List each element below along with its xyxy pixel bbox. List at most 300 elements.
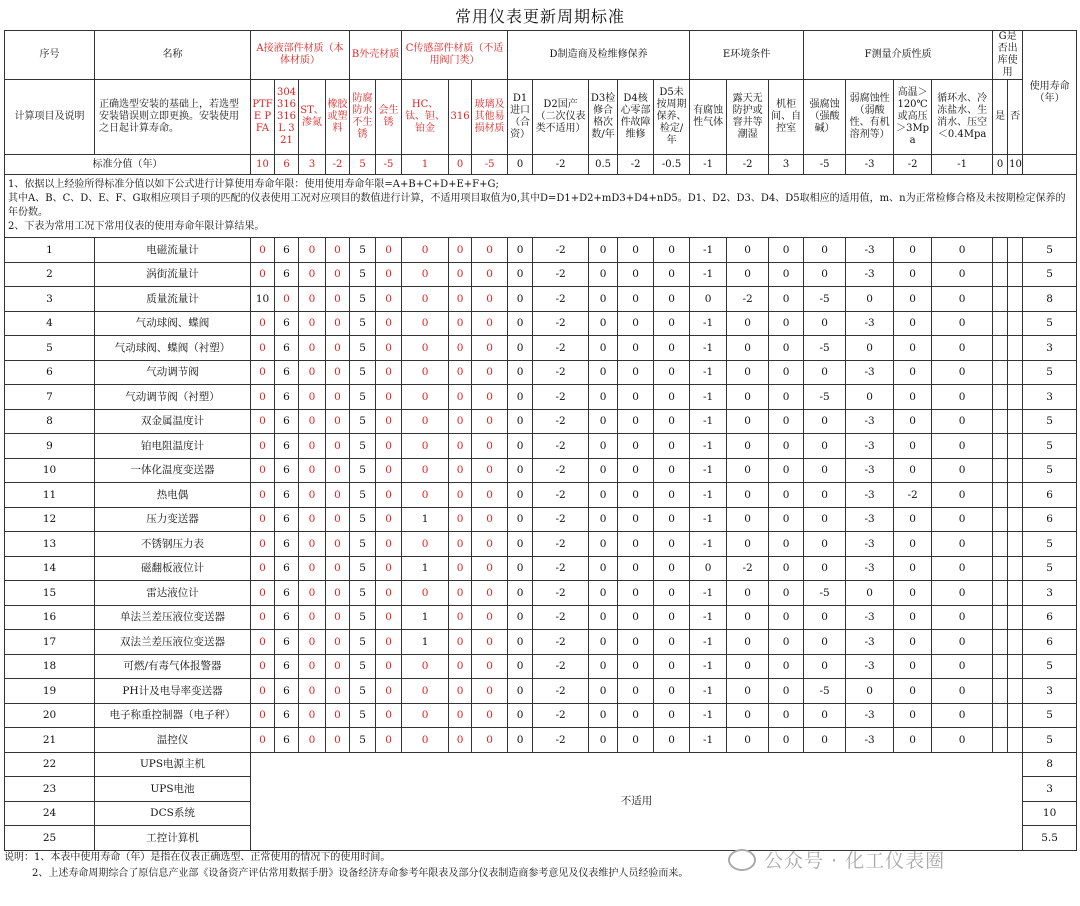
row-value: 0 (618, 605, 654, 630)
row-value: -3 (846, 630, 894, 655)
wechat-icon (728, 849, 756, 871)
row-value: 6 (275, 630, 299, 655)
subheader-f-4: 循环水、冷冻盐水、生消水、压空＜0.4Mpa (932, 80, 993, 155)
row-value: 0 (894, 605, 932, 630)
row-value: 0 (804, 434, 846, 459)
standard-value: 10 (251, 155, 275, 175)
watermark-text: 公众号 · 化工仪表圈 (764, 850, 946, 872)
subheader-f-3: 高温＞120℃或高压＞3Mpa (894, 80, 932, 155)
row-value: 0 (508, 679, 533, 704)
row-g-no (1008, 654, 1023, 679)
row-g-yes (993, 679, 1008, 704)
row-g-yes (993, 360, 1008, 385)
row-value: 0 (589, 287, 618, 312)
row-seq: 18 (5, 654, 95, 679)
row-name: 不锈钢压力表 (95, 532, 251, 557)
row-g-yes (993, 532, 1008, 557)
row-value: 0 (449, 507, 472, 532)
row-value: 0 (894, 703, 932, 728)
row-g-yes (993, 458, 1008, 483)
row-value: 0 (326, 581, 350, 606)
row-value: 0 (376, 360, 402, 385)
row-value: -1 (690, 581, 727, 606)
row-value: 0 (932, 238, 993, 263)
row-value: 0 (449, 483, 472, 508)
row-seq: 5 (5, 336, 95, 361)
row-value: 0 (618, 360, 654, 385)
row-value: -2 (533, 385, 589, 410)
row-value: 0 (618, 458, 654, 483)
row-value: 6 (275, 458, 299, 483)
table-row (5, 703, 1077, 728)
row-value: 0 (589, 262, 618, 287)
row-value: 0 (804, 458, 846, 483)
row-value: 0 (376, 581, 402, 606)
table-row (5, 605, 1077, 630)
row-value: 0 (472, 385, 508, 410)
row-g-no (1008, 311, 1023, 336)
row-value: 0 (727, 654, 769, 679)
row-value: 5 (350, 728, 376, 753)
row-value: 0 (654, 434, 690, 459)
table-row (5, 458, 1077, 483)
row-life: 5 (1023, 238, 1077, 263)
row-name: 雷达液位计 (95, 581, 251, 606)
row-value: 0 (727, 311, 769, 336)
footer-notes (4, 850, 688, 882)
note-line-2: 其中A、B、C、D、E、F、G取相应项目子项的匹配的仪表使用工况对应项目的数值进行计算，不适用项目取值为0,其中D=D1+D2+mD3+D4+nD5。D1、D2、D3、D4、D5取相应的适用值，m、n为正常检修合格及未按期检定保养的年份数。 (8, 193, 1066, 218)
standard-value: -3 (846, 155, 894, 175)
row-value: -2 (533, 507, 589, 532)
row-g-no (1008, 605, 1023, 630)
row-g-yes (993, 581, 1008, 606)
note-line-3: 2、下表为常用工况下常用仪表的使用寿命年限计算结果。 (8, 221, 265, 232)
row-value: 0 (326, 679, 350, 704)
row-value: 0 (618, 532, 654, 557)
row-name: 一体化温度变送器 (95, 458, 251, 483)
row-value: 0 (326, 434, 350, 459)
row-value: 0 (251, 385, 275, 410)
row-value: -3 (846, 556, 894, 581)
row-value: 0 (618, 556, 654, 581)
row-value: -2 (533, 581, 589, 606)
row-value: 0 (618, 262, 654, 287)
row-value: 0 (618, 238, 654, 263)
row-name: 可燃/有毒气体报警器 (95, 654, 251, 679)
row-value: 0 (589, 556, 618, 581)
row-value: -1 (690, 238, 727, 263)
row-seq: 13 (5, 532, 95, 557)
row-value: 0 (376, 409, 402, 434)
row-value: -5 (804, 336, 846, 361)
row-value: 0 (251, 630, 275, 655)
row-value: 0 (299, 360, 326, 385)
row-value: 0 (449, 581, 472, 606)
row-value: 0 (804, 728, 846, 753)
row-value: 0 (376, 532, 402, 557)
row-value: 5 (350, 360, 376, 385)
row-value: 5 (350, 287, 376, 312)
row-value: 6 (275, 703, 299, 728)
row-g-no (1008, 409, 1023, 434)
row-value: 0 (508, 581, 533, 606)
row-value: -3 (846, 507, 894, 532)
standard-table (4, 30, 1077, 851)
row-value: 0 (727, 336, 769, 361)
row-value: 0 (894, 409, 932, 434)
row-value: 0 (402, 654, 449, 679)
row-name: 单法兰差压液位变送器 (95, 605, 251, 630)
row-value: -3 (846, 409, 894, 434)
row-value: 0 (894, 630, 932, 655)
row-value: 0 (932, 507, 993, 532)
row-value: 0 (472, 458, 508, 483)
row-value: 0 (402, 336, 449, 361)
subheader-f-1: 强腐蚀（强酸碱） (804, 80, 846, 155)
not-applicable-cell: 不适用 (251, 752, 1023, 850)
row-value: 0 (727, 409, 769, 434)
row-value: 0 (654, 556, 690, 581)
row-value: 0 (846, 581, 894, 606)
row-value: 0 (804, 483, 846, 508)
subheader-a-3: ST、渗氮 (299, 80, 326, 155)
header-name: 名称 (95, 31, 251, 80)
row-seq: 12 (5, 507, 95, 532)
row-value: 0 (846, 336, 894, 361)
row-value: 0 (804, 238, 846, 263)
header-f: F测量介质性质 (804, 31, 993, 80)
row-value: 0 (846, 679, 894, 704)
row-g-no (1008, 532, 1023, 557)
row-value: 0 (727, 458, 769, 483)
row-value: 0 (251, 581, 275, 606)
row-value: 0 (402, 360, 449, 385)
row-value: 5 (350, 581, 376, 606)
row-value: 0 (402, 532, 449, 557)
table-row (5, 360, 1077, 385)
row-value: 0 (618, 483, 654, 508)
row-value: 10 (251, 287, 275, 312)
row-value: 6 (275, 238, 299, 263)
row-value: -2 (727, 556, 769, 581)
row-value: -2 (533, 336, 589, 361)
row-value: 0 (769, 507, 804, 532)
row-value: 0 (654, 630, 690, 655)
row-value: 5 (350, 262, 376, 287)
row-value: 0 (299, 581, 326, 606)
row-g-yes (993, 728, 1008, 753)
row-value: 0 (472, 311, 508, 336)
row-value: 0 (472, 483, 508, 508)
row-life: 5 (1023, 360, 1077, 385)
row-value: -2 (533, 654, 589, 679)
subheader-c-3: 玻璃及其他易损材质 (472, 80, 508, 155)
row-value: 0 (894, 654, 932, 679)
row-value: 0 (326, 605, 350, 630)
row-value: 0 (804, 556, 846, 581)
row-value: 0 (299, 458, 326, 483)
row-value: 5 (350, 630, 376, 655)
row-life: 5 (1023, 654, 1077, 679)
row-value: 0 (894, 311, 932, 336)
row-value: 0 (508, 630, 533, 655)
row-value: 0 (727, 434, 769, 459)
row-value: 0 (376, 507, 402, 532)
row-name: 热电偶 (95, 483, 251, 508)
row-value: -3 (846, 458, 894, 483)
row-life: 5 (1023, 409, 1077, 434)
row-life: 3 (1023, 385, 1077, 410)
row-value: 6 (275, 336, 299, 361)
row-value: 0 (449, 385, 472, 410)
row-seq: 15 (5, 581, 95, 606)
row-seq: 7 (5, 385, 95, 410)
row-value: 0 (402, 385, 449, 410)
standard-value: -2 (894, 155, 932, 175)
row-value: 6 (275, 483, 299, 508)
subheader-a-2: 304 316 316L 321 (275, 80, 299, 155)
row-value: -3 (846, 434, 894, 459)
row-value: -3 (846, 728, 894, 753)
row-value: 0 (299, 556, 326, 581)
row-name: 电子称重控制器（电子秤） (95, 703, 251, 728)
row-value: -1 (690, 434, 727, 459)
row-value: 0 (618, 409, 654, 434)
row-life: 5 (1023, 728, 1077, 753)
row-life: 8 (1023, 287, 1077, 312)
row-value: 0 (589, 238, 618, 263)
row-life: 6 (1023, 605, 1077, 630)
row-value: 0 (727, 679, 769, 704)
row-seq: 20 (5, 703, 95, 728)
row-value: 0 (326, 238, 350, 263)
row-name: 温控仪 (95, 728, 251, 753)
row-value: 0 (299, 311, 326, 336)
row-value: 0 (376, 556, 402, 581)
row-value: 0 (654, 532, 690, 557)
row-value: 0 (376, 385, 402, 410)
row-g-no (1008, 728, 1023, 753)
row-value: 0 (299, 679, 326, 704)
standard-value: -5 (804, 155, 846, 175)
standard-value: 3 (299, 155, 326, 175)
row-seq: 22 (5, 752, 95, 777)
row-value: -3 (846, 360, 894, 385)
row-value: 0 (589, 728, 618, 753)
row-life: 6 (1023, 507, 1077, 532)
row-value: 0 (804, 703, 846, 728)
subheader-d-2: D2国产（二次仪表类不适用） (533, 80, 589, 155)
row-value: 0 (275, 287, 299, 312)
row-name: 铂电阻温度计 (95, 434, 251, 459)
row-seq: 8 (5, 409, 95, 434)
row-value: 0 (251, 336, 275, 361)
row-value: 6 (275, 654, 299, 679)
row-value: 6 (275, 507, 299, 532)
row-value: 0 (932, 703, 993, 728)
row-value: -1 (690, 630, 727, 655)
row-value: 0 (654, 679, 690, 704)
row-value: -2 (533, 483, 589, 508)
row-value: 0 (654, 409, 690, 434)
row-value: 0 (449, 336, 472, 361)
row-value: 0 (326, 507, 350, 532)
row-value: 0 (894, 360, 932, 385)
row-value: -2 (533, 238, 589, 263)
row-value: 6 (275, 556, 299, 581)
table-row (5, 409, 1077, 434)
row-value: 0 (402, 287, 449, 312)
row-value: 0 (376, 679, 402, 704)
row-value: 0 (618, 311, 654, 336)
row-value: 0 (449, 679, 472, 704)
row-value: 0 (654, 605, 690, 630)
row-value: 0 (299, 336, 326, 361)
row-seq: 3 (5, 287, 95, 312)
row-value: 0 (251, 728, 275, 753)
row-value: 0 (894, 532, 932, 557)
header-c: C传感部件材质（不适用阀门类） (402, 31, 508, 80)
row-value: -2 (533, 556, 589, 581)
row-value: -5 (804, 385, 846, 410)
row-g-no (1008, 556, 1023, 581)
row-life: 5 (1023, 532, 1077, 557)
row-value: 6 (275, 728, 299, 753)
row-value: 0 (654, 507, 690, 532)
row-value: 0 (932, 483, 993, 508)
row-value: 0 (932, 605, 993, 630)
row-value: 0 (589, 605, 618, 630)
row-g-no (1008, 507, 1023, 532)
row-g-no (1008, 581, 1023, 606)
row-value: -2 (533, 311, 589, 336)
row-value: 0 (326, 728, 350, 753)
row-life: 3 (1023, 336, 1077, 361)
subheader-b-2: 会生锈 (376, 80, 402, 155)
row-value: 0 (326, 409, 350, 434)
row-value: 0 (508, 311, 533, 336)
row-value: 0 (402, 238, 449, 263)
row-value: 6 (275, 679, 299, 704)
row-value: 0 (589, 311, 618, 336)
row-value: -3 (846, 532, 894, 557)
row-value: 0 (932, 654, 993, 679)
row-value: -1 (690, 654, 727, 679)
row-value: -2 (533, 679, 589, 704)
row-value: 0 (804, 360, 846, 385)
row-value: 0 (449, 262, 472, 287)
row-value: 0 (402, 458, 449, 483)
row-value: 0 (769, 458, 804, 483)
row-value: 0 (804, 311, 846, 336)
row-name: UPS电池 (95, 777, 251, 802)
row-value: 0 (449, 605, 472, 630)
row-value: 0 (894, 385, 932, 410)
row-value: 0 (299, 238, 326, 263)
standard-value: -5 (376, 155, 402, 175)
row-value: 0 (326, 311, 350, 336)
subheader-c-2: 316 (449, 80, 472, 155)
row-value: -2 (533, 458, 589, 483)
row-value: 0 (618, 679, 654, 704)
standard-row (5, 155, 1077, 175)
row-value: 0 (932, 679, 993, 704)
row-value: -2 (533, 630, 589, 655)
row-name: 气动球阀、蝶阀（衬塑） (95, 336, 251, 361)
standard-value: 1 (402, 155, 449, 175)
row-value: 0 (449, 287, 472, 312)
row-seq: 24 (5, 801, 95, 826)
row-value: 0 (769, 409, 804, 434)
row-value: 6 (275, 409, 299, 434)
row-g-yes (993, 262, 1008, 287)
row-value: 5 (350, 507, 376, 532)
row-value: 5 (350, 532, 376, 557)
row-value: 0 (727, 728, 769, 753)
header-row-1 (5, 31, 1077, 80)
standard-label: 标准分值（年） (5, 155, 251, 175)
row-value: 0 (769, 238, 804, 263)
row-value: 0 (508, 409, 533, 434)
standard-value: 0 (508, 155, 533, 175)
row-value: 0 (326, 556, 350, 581)
row-value: 0 (299, 703, 326, 728)
row-value: 0 (251, 483, 275, 508)
row-value: 0 (589, 654, 618, 679)
row-value: 0 (727, 703, 769, 728)
row-name: 磁翻板液位计 (95, 556, 251, 581)
row-value: -3 (846, 605, 894, 630)
row-value: 0 (402, 434, 449, 459)
row-value: -1 (690, 728, 727, 753)
row-life: 3 (1023, 581, 1077, 606)
subheader-a-1: PTFE PFA (251, 80, 275, 155)
row-value: 0 (769, 728, 804, 753)
row-value: 0 (804, 262, 846, 287)
row-value: 0 (589, 483, 618, 508)
header-life: 使用寿命（年） (1023, 31, 1077, 155)
row-name: 双法兰差压液位变送器 (95, 630, 251, 655)
row-value: -1 (690, 483, 727, 508)
row-value: 0 (932, 434, 993, 459)
row-value: 0 (654, 654, 690, 679)
row-value: 0 (449, 238, 472, 263)
row-value: 0 (299, 262, 326, 287)
row-value: 0 (326, 287, 350, 312)
row-value: 0 (472, 434, 508, 459)
row-value: 5 (350, 336, 376, 361)
row-g-yes (993, 385, 1008, 410)
row-seq: 14 (5, 556, 95, 581)
row-value: 5 (350, 238, 376, 263)
row-name: 电磁流量计 (95, 238, 251, 263)
row-value: 0 (251, 679, 275, 704)
table-row (5, 434, 1077, 459)
table-row (5, 630, 1077, 655)
subheader-d-3: D3检修合格次数/年 (589, 80, 618, 155)
row-life: 10 (1023, 801, 1077, 826)
row-value: 0 (589, 532, 618, 557)
row-value: 0 (932, 262, 993, 287)
row-value: 0 (449, 654, 472, 679)
row-value: 0 (472, 556, 508, 581)
standard-value: 0 (449, 155, 472, 175)
row-value: 0 (654, 262, 690, 287)
row-name: 气动调节阀（衬塑） (95, 385, 251, 410)
row-value: 0 (894, 507, 932, 532)
row-value: 0 (508, 287, 533, 312)
watermark (728, 846, 945, 873)
